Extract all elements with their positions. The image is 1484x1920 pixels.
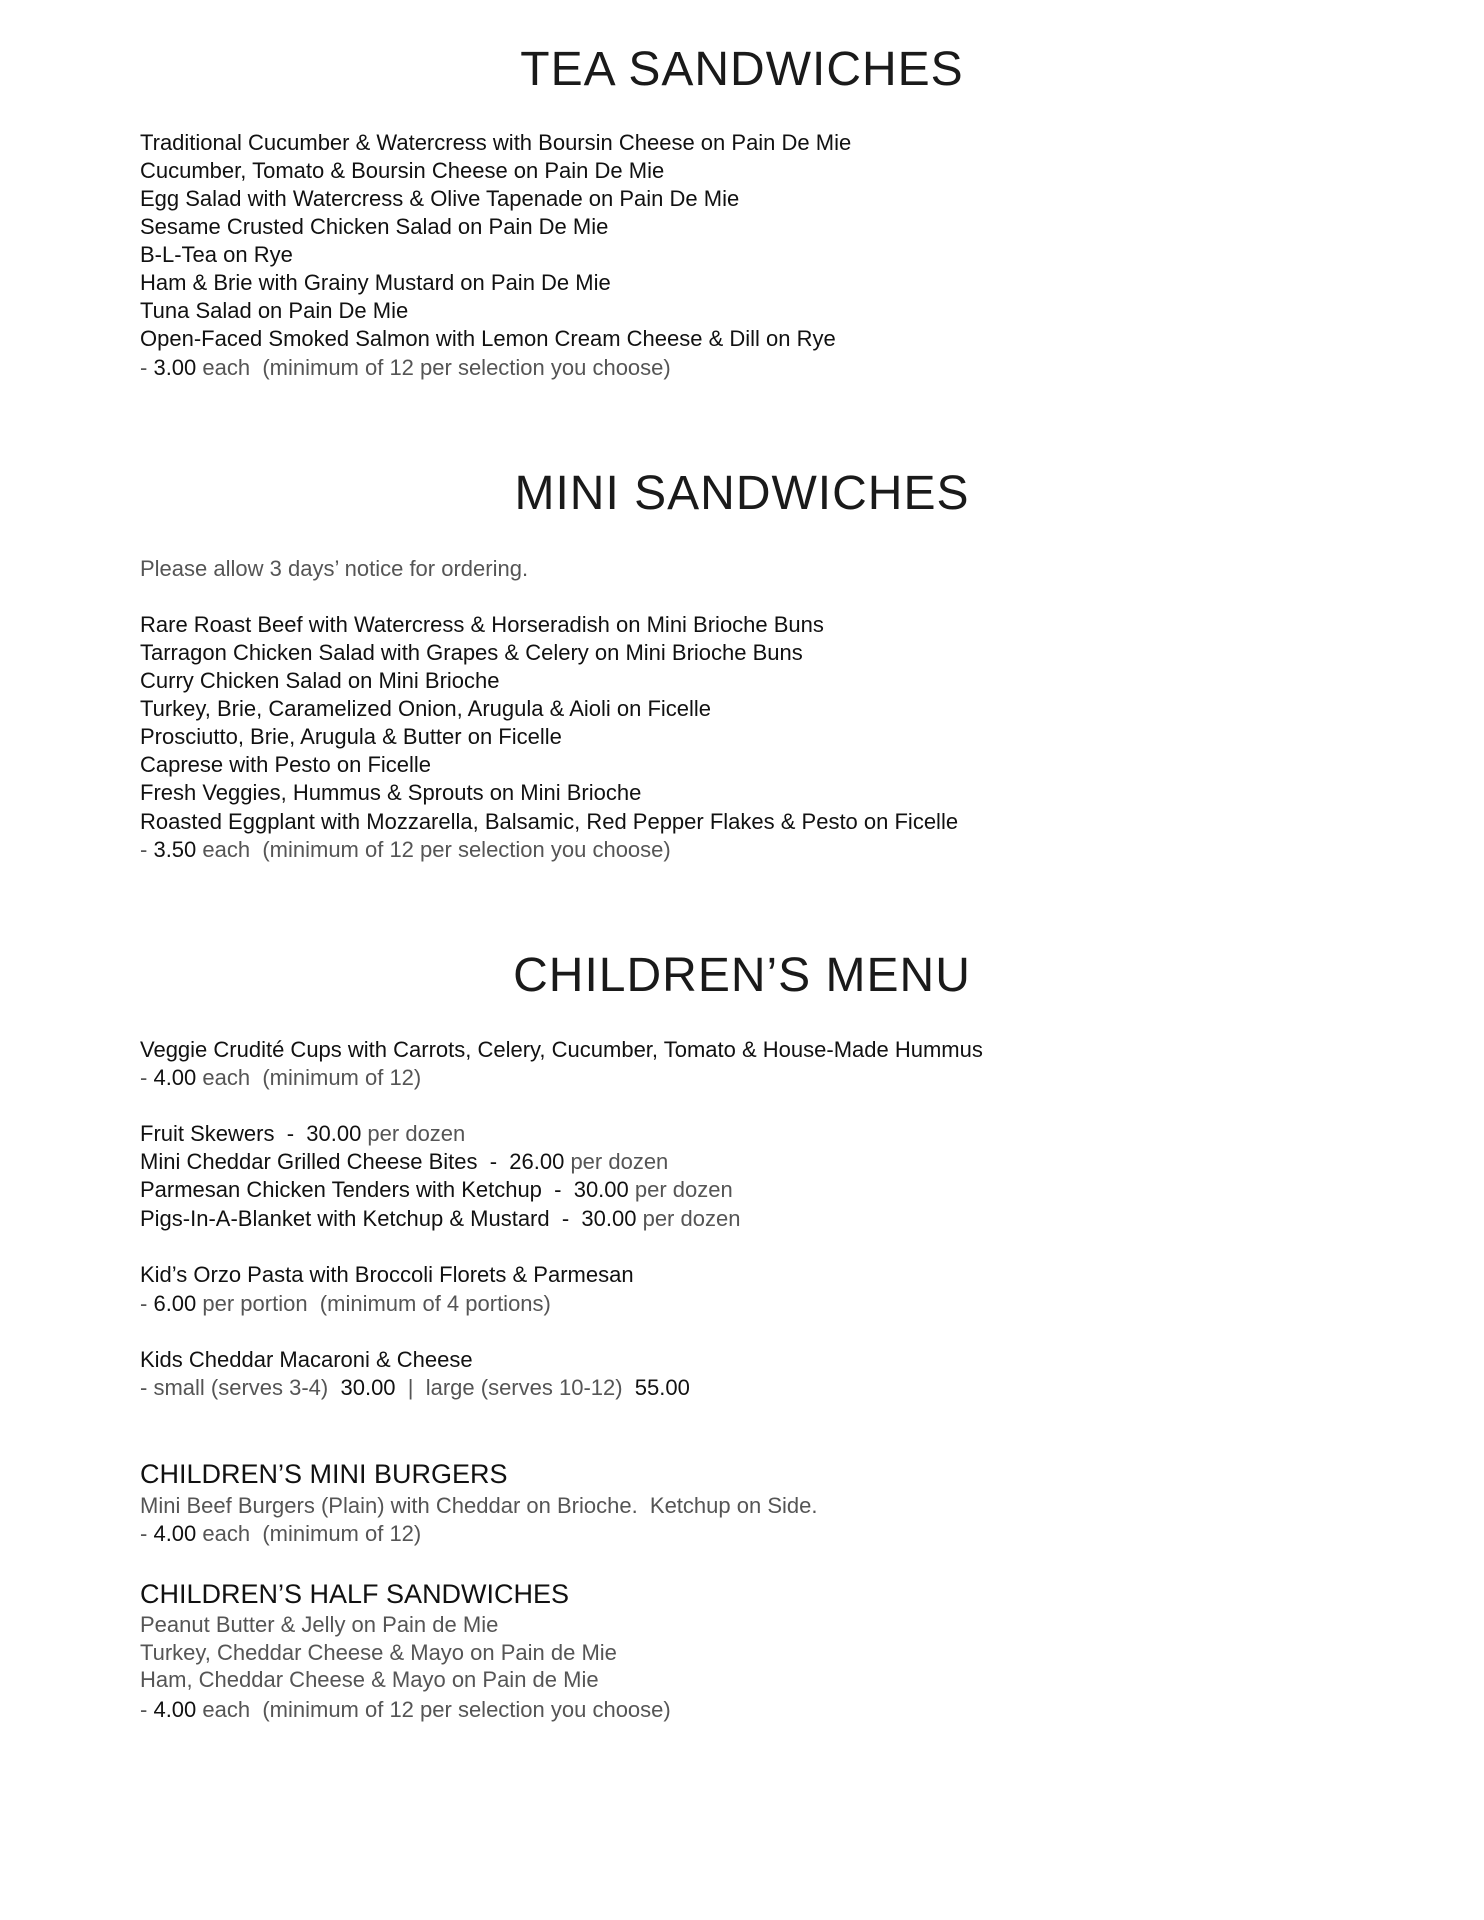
price-prefix: - — [140, 837, 154, 862]
menu-item — [140, 1176, 733, 1204]
ordering-notice: Please allow 3 days’ notice for ordering. — [140, 556, 529, 581]
price-amount: 3.00 — [153, 355, 197, 380]
menu-item: Prosciutto, Brie, Arugula & Butter on Ficelle — [140, 724, 562, 749]
price-prefix: - — [140, 1521, 154, 1546]
menu-item: Tuna Salad on Pain De Mie — [140, 298, 409, 323]
menu-item: Kid’s Orzo Pasta with Broccoli Florets & Parmesan — [140, 1262, 634, 1287]
childrens-menu-title: CHILDREN’S MENU — [513, 949, 971, 1002]
large-price: 55.00 — [634, 1375, 690, 1400]
price-suffix: each (minimum of 12) — [196, 1521, 422, 1546]
large-label: | large (serves 10-12) — [395, 1375, 635, 1400]
price-suffix: each (minimum of 12 per selection you choose) — [196, 1697, 671, 1722]
menu-item: Tarragon Chicken Salad with Grapes & Celery on Mini Brioche Buns — [140, 640, 803, 665]
price-suffix: each (minimum of 12 per selection you choose) — [196, 355, 671, 380]
menu-item: Curry Chicken Salad on Mini Brioche — [140, 668, 500, 693]
price-amount: 4.00 — [153, 1521, 197, 1546]
price-amount: 26.00 — [509, 1149, 565, 1174]
price-suffix: each (minimum of 12) — [196, 1065, 422, 1090]
price-amount: 30.00 — [581, 1206, 637, 1231]
price-amount: 30.00 — [306, 1121, 362, 1146]
menu-item: Kids Cheddar Macaroni & Cheese — [140, 1347, 473, 1372]
menu-item: Sesame Crusted Chicken Salad on Pain De Mie — [140, 214, 609, 239]
price-unit: per dozen — [564, 1149, 669, 1174]
mini-burgers-heading: CHILDREN’S MINI BURGERS — [140, 1459, 508, 1489]
menu-item: Fresh Veggies, Hummus & Sprouts on Mini Brioche — [140, 780, 642, 805]
price-amount: 3.50 — [153, 837, 197, 862]
menu-item — [140, 1205, 740, 1233]
price-prefix: - — [140, 1697, 154, 1722]
price-suffix: per portion (minimum of 4 portions) — [196, 1291, 551, 1316]
small-label: - small (serves 3-4) — [140, 1375, 341, 1400]
menu-item: Egg Salad with Watercress & Olive Tapenade on Pain De Mie — [140, 186, 740, 211]
price-amount: 6.00 — [153, 1291, 197, 1316]
menu-item: Caprese with Pesto on Ficelle — [140, 752, 432, 777]
menu-item: Roasted Eggplant with Mozzarella, Balsamic, Red Pepper Flakes & Pesto on Ficelle — [140, 809, 959, 834]
tea-price-line — [140, 354, 671, 382]
price-prefix: - — [140, 355, 154, 380]
menu-item — [140, 1148, 668, 1176]
menu-item: Ham, Cheddar Cheese & Mayo on Pain de Mie — [140, 1667, 599, 1692]
menu-item: Rare Roast Beef with Watercress & Horseradish on Mini Brioche Buns — [140, 612, 824, 637]
menu-item: Ham & Brie with Grainy Mustard on Pain De Mie — [140, 270, 611, 295]
half-sandwiches-heading: CHILDREN’S HALF SANDWICHES — [140, 1579, 570, 1609]
orzo-price-line — [140, 1290, 551, 1318]
menu-item: Turkey, Brie, Caramelized Onion, Arugula & Aioli on Ficelle — [140, 696, 712, 721]
menu-item: Cucumber, Tomato & Boursin Cheese on Pain De Mie — [140, 158, 665, 183]
menu-item: Veggie Crudité Cups with Carrots, Celery, Cucumber, Tomato & House-Made Hummus — [140, 1037, 983, 1062]
tea-sandwiches-title: TEA SANDWICHES — [520, 43, 964, 96]
small-price: 30.00 — [340, 1375, 396, 1400]
price-prefix: - — [140, 1065, 154, 1090]
price-amount: 4.00 — [153, 1065, 197, 1090]
burgers-price-line — [140, 1520, 421, 1548]
mini-sandwiches-title: MINI SANDWICHES — [514, 467, 970, 520]
mac-price-line — [140, 1374, 690, 1402]
price-prefix: - — [140, 1291, 154, 1316]
menu-item: Turkey, Cheddar Cheese & Mayo on Pain de Mie — [140, 1640, 617, 1665]
price-amount: 30.00 — [573, 1177, 629, 1202]
price-unit: per dozen — [628, 1177, 733, 1202]
menu-item — [140, 1120, 465, 1148]
item-name: Mini Cheddar Grilled Cheese Bites - — [140, 1149, 510, 1174]
item-name: Parmesan Chicken Tenders with Ketchup - — [140, 1177, 574, 1202]
menu-item: B-L-Tea on Rye — [140, 242, 293, 267]
half-price-line — [140, 1696, 671, 1724]
price-unit: per dozen — [361, 1121, 466, 1146]
menu-item: Open-Faced Smoked Salmon with Lemon Cream Cheese & Dill on Rye — [140, 326, 836, 351]
veggie-price-line — [140, 1064, 421, 1092]
mini-price-line — [140, 836, 671, 864]
item-name: Fruit Skewers - — [140, 1121, 307, 1146]
price-amount: 4.00 — [153, 1697, 197, 1722]
burgers-description: Mini Beef Burgers (Plain) with Cheddar on Brioche. Ketchup on Side. — [140, 1493, 818, 1518]
price-unit: per dozen — [636, 1206, 741, 1231]
item-name: Pigs-In-A-Blanket with Ketchup & Mustard - — [140, 1206, 582, 1231]
menu-item: Peanut Butter & Jelly on Pain de Mie — [140, 1612, 499, 1637]
price-suffix: each (minimum of 12 per selection you choose) — [196, 837, 671, 862]
menu-item: Traditional Cucumber & Watercress with Boursin Cheese on Pain De Mie — [140, 130, 852, 155]
